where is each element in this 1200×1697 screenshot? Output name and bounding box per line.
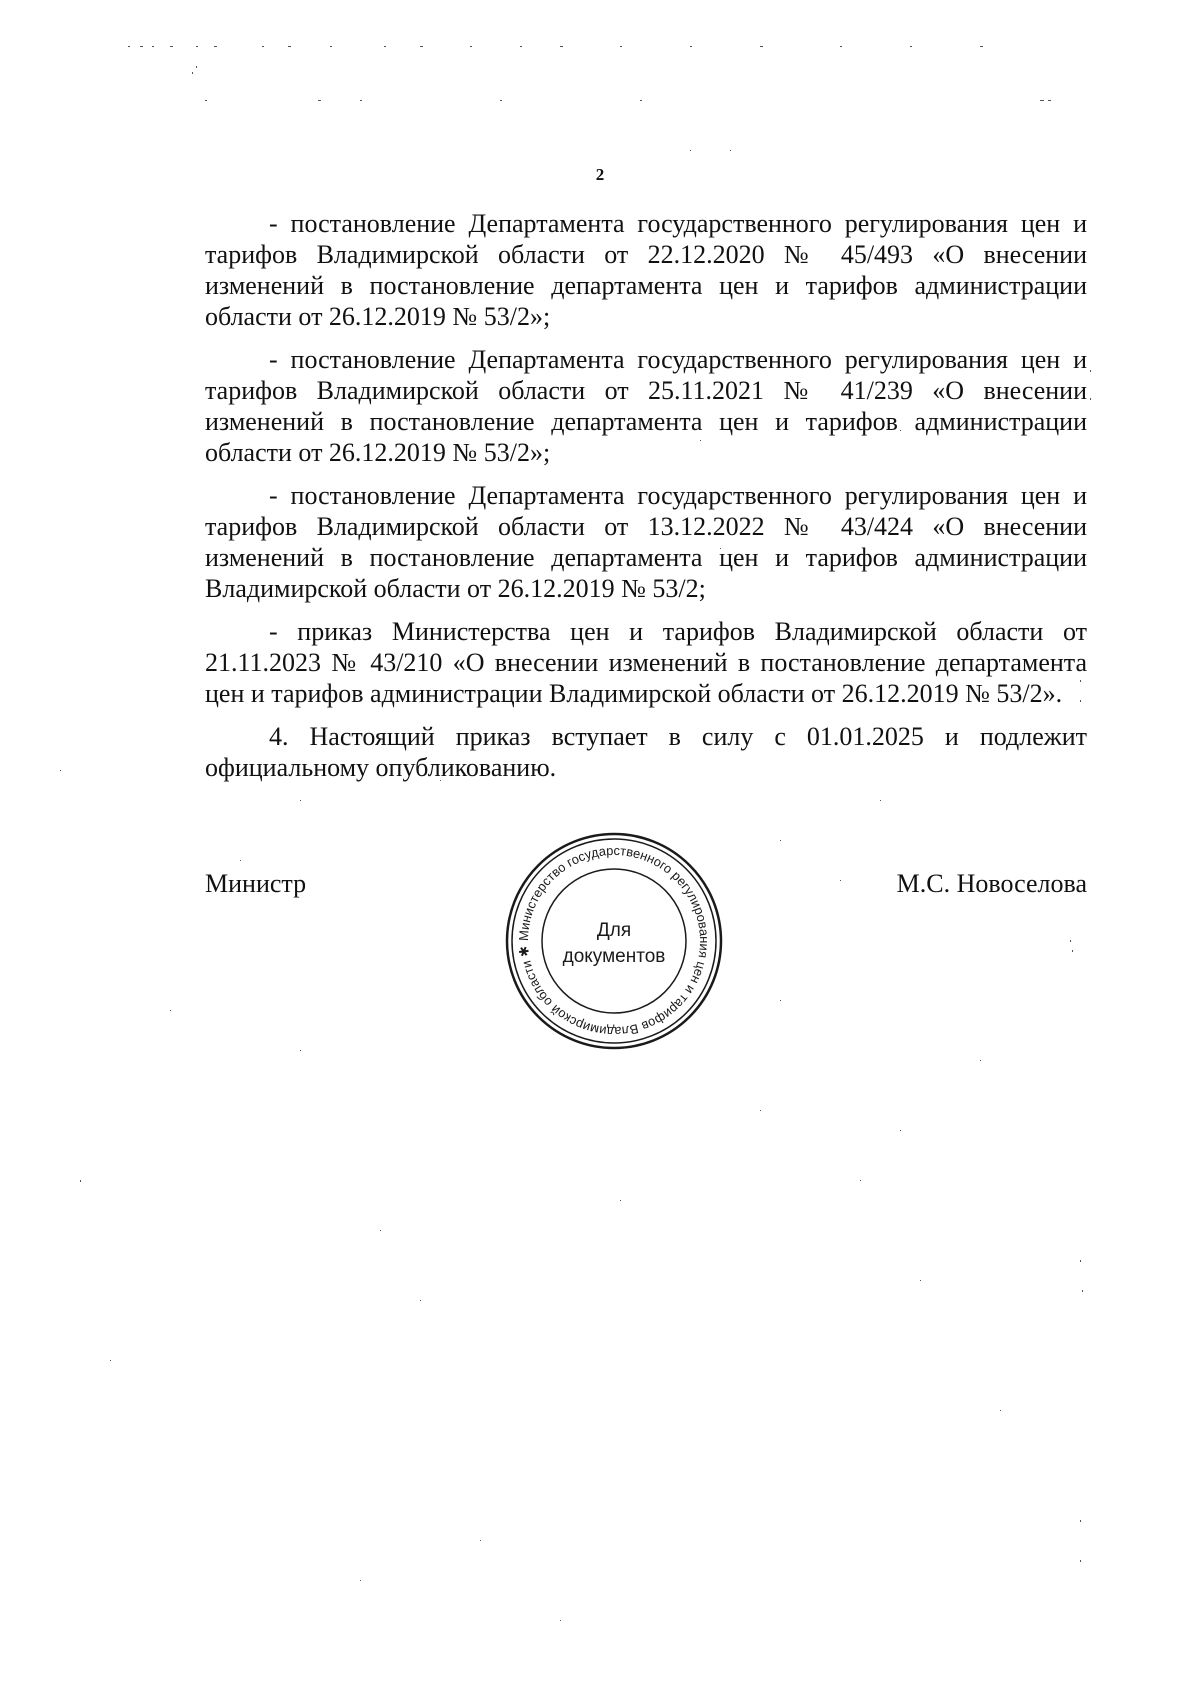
document-body (205, 208, 1087, 795)
signer-name: М.С. Новоселова (896, 869, 1087, 898)
paragraph-item-1: - постановление Департамента государственного регулирования цен и тарифов Владимирской области от 22.12.2020 № 45/493 «О внесении изменений в постановление департамента цен и тарифов администрации области от 26.12.2019 № 53/2»; (205, 209, 1087, 331)
paragraph-item-3: - постановление Департамента государственного регулирования цен и тарифов Владимирской области от 13.12.2022 № 43/424 «О внесении изменений в постановление департамента цен и тарифов администрации Владимирской области от 26.12.2019 № 53/2; (205, 481, 1087, 603)
stamp-center-line2: документов (562, 946, 666, 967)
signer-title: Министр (205, 869, 307, 898)
stamp-inner-ring (542, 869, 686, 1013)
stamp-ring-textpath: Министерство государственного регулирования цен и тарифов Владимирской области ✱ (515, 842, 713, 1040)
stamp-ring-text (516, 843, 712, 1039)
page-number: 2 (595, 165, 605, 184)
stamp-outer-ring (507, 834, 721, 1048)
paragraph-item-4: - приказ Министерства цен и тарифов Владимирской области от 21.11.2023 № 43/210 «О внесении изменений в постановление департамента цен и тарифов администрации Владимирской области от 26.12.2019 № 53/2». (205, 617, 1087, 708)
paragraph-effective-date: 4. Настоящий приказ вступает в силу с 01.01.2025 и подлежит официальному опубликованию. (205, 722, 1087, 782)
stamp-graphic (503, 830, 725, 1052)
official-stamp (503, 830, 725, 1052)
stamp-center-line1: Для (596, 920, 632, 941)
paragraph-item-2: - постановление Департамента государственного регулирования цен и тарифов Владимирской области от 25.11.2021 № 41/239 «О внесении изменений в постановление департамента цен и тарифов администрации области от 26.12.2019 № 53/2»; (205, 345, 1087, 467)
